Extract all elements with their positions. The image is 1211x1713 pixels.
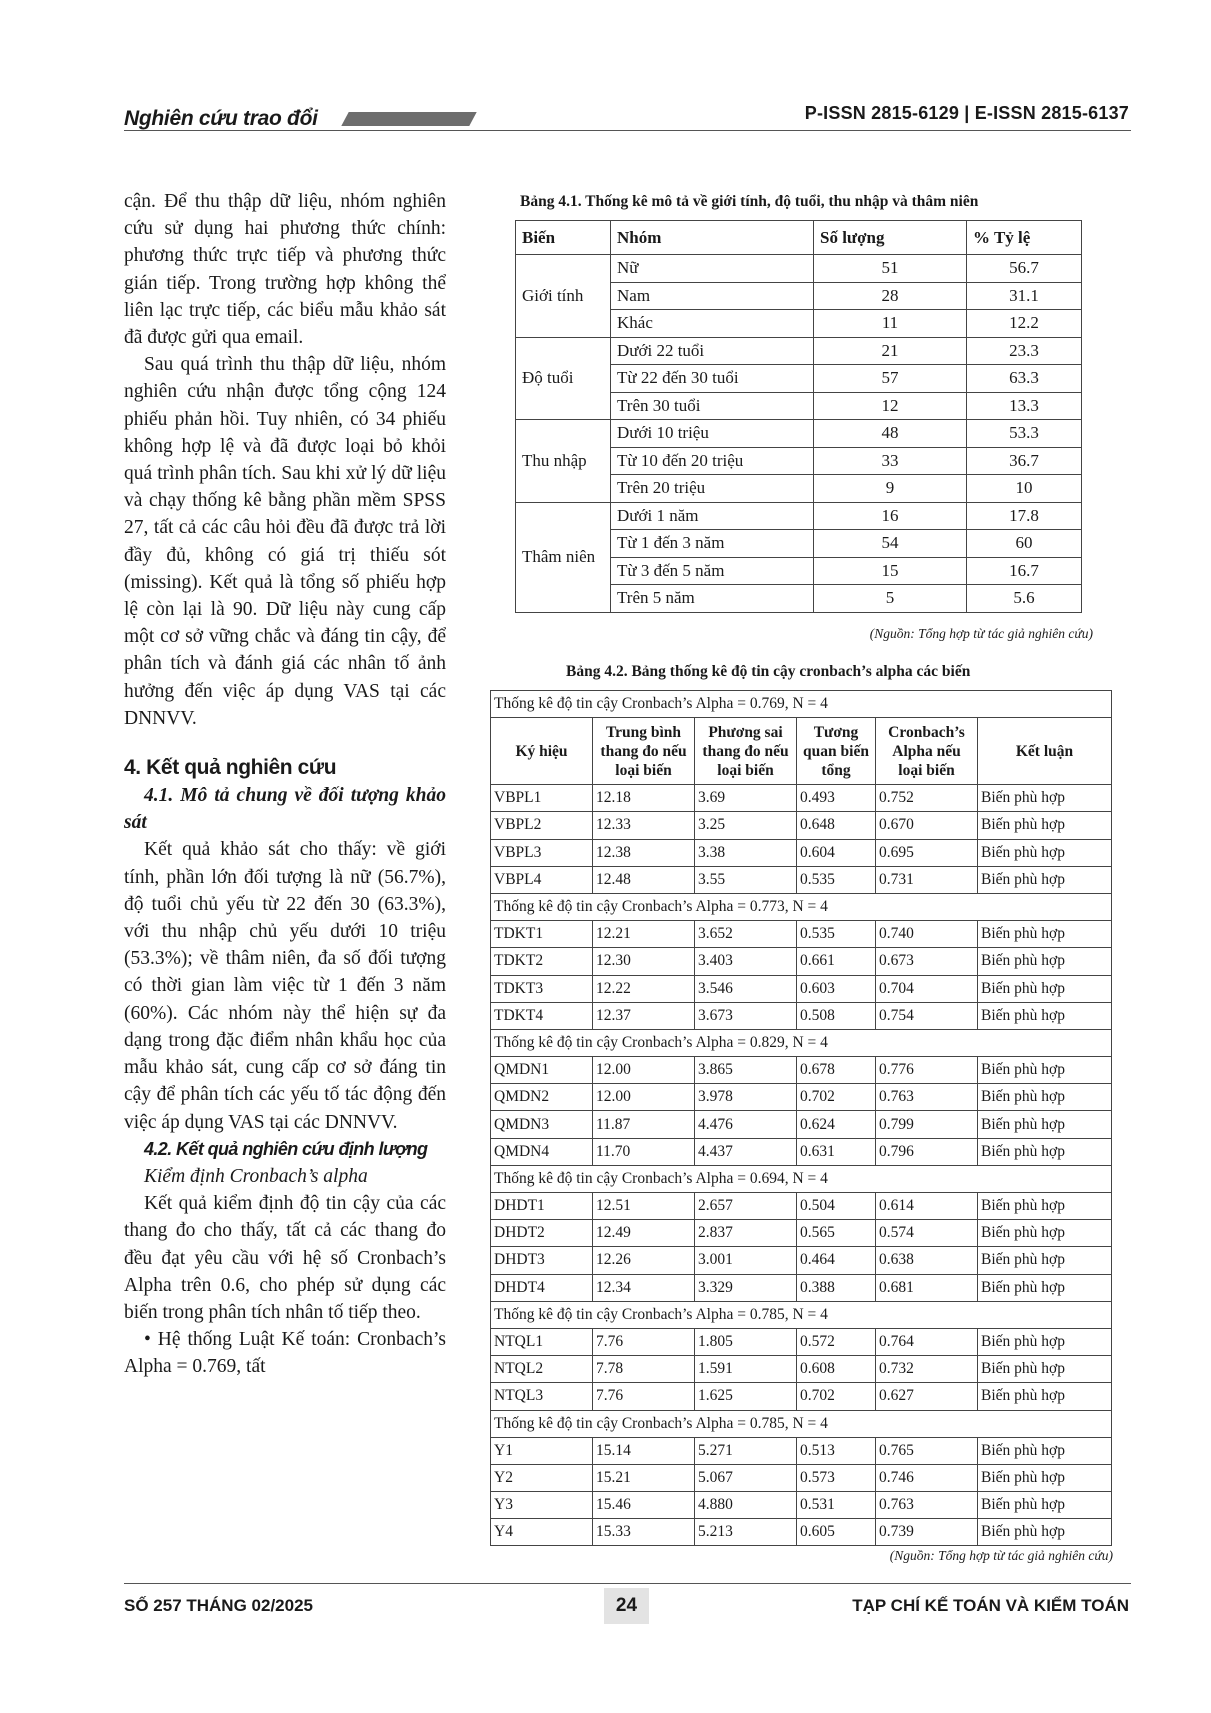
table2-cell: 0.678 <box>797 1057 876 1084</box>
table2-cell: 12.33 <box>593 812 695 839</box>
table2-row <box>491 785 1112 812</box>
table2-cell: 0.763 <box>876 1492 978 1519</box>
table2-cell: TDKT2 <box>491 948 593 975</box>
table1-header: Biến <box>516 221 611 255</box>
table2-cell: 0.504 <box>797 1193 876 1220</box>
table2-cell: 0.573 <box>797 1464 876 1491</box>
table2-block-title: Thống kê độ tin cậy Cronbach’s Alpha = 0.769, N = 4 <box>491 691 1112 718</box>
table1-cell: 48 <box>814 420 967 448</box>
issn: P-ISSN 2815-6129 | E-ISSN 2815-6137 <box>804 103 1129 123</box>
table2-cell: 0.776 <box>876 1057 978 1084</box>
subsection-heading: 4.2. Kết quả nghiên cứu định lượng <box>144 1138 428 1159</box>
table1-cell: 54 <box>814 530 967 558</box>
table2-cell: 3.55 <box>695 866 797 893</box>
table1-cell: 56.7 <box>967 255 1082 283</box>
table2-row <box>491 1464 1112 1491</box>
table2-cell: 0.464 <box>797 1247 876 1274</box>
table2-cell: 12.30 <box>593 948 695 975</box>
table2-cell: 0.661 <box>797 948 876 975</box>
table2-cell: 0.531 <box>797 1492 876 1519</box>
table2-cell: Y2 <box>491 1464 593 1491</box>
table2-cell: 0.746 <box>876 1464 978 1491</box>
table2-cell: Biến phù hợp <box>978 1383 1112 1410</box>
table2-cell: 0.648 <box>797 812 876 839</box>
table2-cell: Biến phù hợp <box>978 1464 1112 1491</box>
table2-cell: 15.33 <box>593 1519 695 1546</box>
table2-row <box>491 1247 1112 1274</box>
paragraph: cận. Để thu thập dữ liệu, nhóm nghiên cứu sử dụng hai phương thức chính: phương thức trực tiếp và phương thức gián tiếp. Trong trường hợp không thể liên lạc trực tiếp, các biểu mẫu khảo sát đã được gửi qua email. <box>124 191 446 349</box>
table1-group-cell: Giới tính <box>516 255 611 338</box>
table2-cell: Biến phù hợp <box>978 1328 1112 1355</box>
table2-cell: TDKT1 <box>491 921 593 948</box>
table2-cell: VBPL3 <box>491 839 593 866</box>
table2-row <box>491 1057 1112 1084</box>
table2-cell: 5.271 <box>695 1437 797 1464</box>
paragraph: Sau quá trình thu thập dữ liệu, nhóm nghiên cứu nhận được tổng cộng 124 phiếu phản hồi. Tuy nhiên, có 34 phiếu không hợp lệ và đã được loại bỏ khỏi quá trình phân tích. Sau khi xử lý dữ liệu và chạy thống kê bằng phần mềm SPSS 27, tất cả các câu hỏi đều đã được trả lời đầy đủ, không có giá trị thiếu sót (missing). Kết quả là tổng số phiếu hợp lệ còn lại là 90. Dữ liệu này cung cấp một cơ sở vững chắc và đáng tin cậy, để phân tích và đánh giá các nhân tố ảnh hưởng đến việc áp dụng VAS tại các DNNVV. <box>124 354 446 729</box>
section-title: Nghiên cứu trao đổi <box>124 107 318 130</box>
table1-cell: 63.3 <box>967 365 1082 393</box>
table1-cell: 15 <box>814 557 967 585</box>
table1-row <box>516 502 1082 530</box>
table2-block-title-row <box>491 691 1112 718</box>
table2-header: Trung bình thang đo nếu loại biến <box>593 718 695 785</box>
table1-cell: 12.2 <box>967 310 1082 338</box>
table2-cell: Biến phù hợp <box>978 1084 1112 1111</box>
table2-cell: 0.572 <box>797 1328 876 1355</box>
table2-cell: 1.805 <box>695 1328 797 1355</box>
table1-cell: 53.3 <box>967 420 1082 448</box>
table2-block-title: Thống kê độ tin cậy Cronbach’s Alpha = 0.773, N = 4 <box>491 893 1112 920</box>
table1-header: Nhóm <box>611 221 814 255</box>
table2-cell: Biến phù hợp <box>978 1002 1112 1029</box>
table2-cell: 0.732 <box>876 1356 978 1383</box>
table2-block-title-row <box>491 1410 1112 1437</box>
table2-cell: 12.38 <box>593 839 695 866</box>
table1-cell: Từ 10 đến 20 triệu <box>611 447 814 475</box>
table2-cell: 0.754 <box>876 1002 978 1029</box>
table2-cell: Biến phù hợp <box>978 1519 1112 1546</box>
table1-row <box>516 255 1082 283</box>
table2-cell: NTQL2 <box>491 1356 593 1383</box>
issue-label: SỐ 257 THÁNG 02/2025 <box>124 1596 313 1615</box>
table2-cell: 12.18 <box>593 785 695 812</box>
table1-cell: Dưới 1 năm <box>611 502 814 530</box>
table2-cell: 3.001 <box>695 1247 797 1274</box>
table2-cell: 0.535 <box>797 866 876 893</box>
table1-cell: 60 <box>967 530 1082 558</box>
table2-cell: TDKT4 <box>491 1002 593 1029</box>
table2-cell: Biến phù hợp <box>978 785 1112 812</box>
table2-cell: 12.34 <box>593 1274 695 1301</box>
table2-cell: 3.69 <box>695 785 797 812</box>
table2-cell: 3.38 <box>695 839 797 866</box>
table1 <box>515 220 1082 613</box>
table2-cell: Y3 <box>491 1492 593 1519</box>
table1-row <box>516 337 1082 365</box>
table2-cell: TDKT3 <box>491 975 593 1002</box>
left-column <box>124 188 446 1381</box>
table1-cell: Trên 30 tuổi <box>611 392 814 420</box>
table2-cell: 4.880 <box>695 1492 797 1519</box>
table2-cell: 12.49 <box>593 1220 695 1247</box>
table2-cell: Biến phù hợp <box>978 1138 1112 1165</box>
table2-cell: 15.46 <box>593 1492 695 1519</box>
table2-cell: 12.26 <box>593 1247 695 1274</box>
table2-row <box>491 1111 1112 1138</box>
table1-cell: 11 <box>814 310 967 338</box>
table2-cell: 12.21 <box>593 921 695 948</box>
table1-cell: Từ 22 đến 30 tuổi <box>611 365 814 393</box>
table2-cell: QMDN2 <box>491 1084 593 1111</box>
table2-cell: 7.76 <box>593 1328 695 1355</box>
table2-row <box>491 812 1112 839</box>
table1-cell: 5.6 <box>967 585 1082 613</box>
table2-cell: 12.00 <box>593 1084 695 1111</box>
table2-cell: DHDT4 <box>491 1274 593 1301</box>
table2-row <box>491 1437 1112 1464</box>
table2-cell: 3.978 <box>695 1084 797 1111</box>
table2-cell: 0.565 <box>797 1220 876 1247</box>
table2-block-title: Thống kê độ tin cậy Cronbach’s Alpha = 0.785, N = 4 <box>491 1410 1112 1437</box>
table1-cell: Khác <box>611 310 814 338</box>
table2-cell: 0.704 <box>876 975 978 1002</box>
table2-cell: 0.574 <box>876 1220 978 1247</box>
table2-cell: Biến phù hợp <box>978 1111 1112 1138</box>
table2-cell: 12.22 <box>593 975 695 1002</box>
table2-row <box>491 1274 1112 1301</box>
table2-cell: 0.796 <box>876 1138 978 1165</box>
table2-cell: 4.476 <box>695 1111 797 1138</box>
table2-cell: 0.614 <box>876 1193 978 1220</box>
table2-header: Phương sai thang đo nếu loại biến <box>695 718 797 785</box>
table2-cell: 0.508 <box>797 1002 876 1029</box>
table2-row <box>491 1220 1112 1247</box>
table2-cell: 12.48 <box>593 866 695 893</box>
table2-cell: 0.670 <box>876 812 978 839</box>
table2-cell: 0.605 <box>797 1519 876 1546</box>
table1-group-cell: Độ tuổi <box>516 337 611 420</box>
table2-cell: 1.591 <box>695 1356 797 1383</box>
table2-cell: Biến phù hợp <box>978 948 1112 975</box>
table2-block-title: Thống kê độ tin cậy Cronbach’s Alpha = 0.694, N = 4 <box>491 1165 1112 1192</box>
table2-header: Ký hiệu <box>491 718 593 785</box>
table1-cell: 51 <box>814 255 967 283</box>
table2-cell: 0.493 <box>797 785 876 812</box>
table1-caption: Bảng 4.1. Thống kê mô tả về giới tính, độ tuổi, thu nhập và thâm niên <box>520 193 979 210</box>
table1-cell: Trên 5 năm <box>611 585 814 613</box>
table1-cell: Từ 3 đến 5 năm <box>611 557 814 585</box>
table1-cell: 16.7 <box>967 557 1082 585</box>
table2-cell: 5.067 <box>695 1464 797 1491</box>
table2-row <box>491 975 1112 1002</box>
table1-cell: 57 <box>814 365 967 393</box>
table2-caption: Bảng 4.2. Bảng thống kê độ tin cậy cronbach’s alpha các biến <box>566 663 971 680</box>
table2-cell: 5.213 <box>695 1519 797 1546</box>
table1-cell: Nam <box>611 282 814 310</box>
table2-cell: 15.21 <box>593 1464 695 1491</box>
table1-cell: 17.8 <box>967 502 1082 530</box>
table2-cell: Biến phù hợp <box>978 839 1112 866</box>
table2-cell: Biến phù hợp <box>978 1247 1112 1274</box>
table2-cell: 7.78 <box>593 1356 695 1383</box>
table2-cell: 0.535 <box>797 921 876 948</box>
table1-cell: Trên 20 triệu <box>611 475 814 503</box>
table2-row <box>491 921 1112 948</box>
subsubsection-heading: Kiểm định Cronbach’s alpha <box>144 1165 368 1187</box>
table2-cell: 12.51 <box>593 1193 695 1220</box>
table2-cell: 0.752 <box>876 785 978 812</box>
table2-cell: 2.657 <box>695 1193 797 1220</box>
table2 <box>490 690 1112 1546</box>
table1-group-cell: Thu nhập <box>516 420 611 503</box>
table2-cell: Biến phù hợp <box>978 812 1112 839</box>
table2-cell: 0.702 <box>797 1084 876 1111</box>
table2-cell: 3.403 <box>695 948 797 975</box>
table2-cell: 3.652 <box>695 921 797 948</box>
table2-cell: 3.546 <box>695 975 797 1002</box>
table2-cell: 0.627 <box>876 1383 978 1410</box>
table2-cell: 1.625 <box>695 1383 797 1410</box>
table2-cell: 0.673 <box>876 948 978 975</box>
table2-cell: DHDT1 <box>491 1193 593 1220</box>
table2-row <box>491 1002 1112 1029</box>
table2-cell: 0.764 <box>876 1328 978 1355</box>
table2-cell: Biến phù hợp <box>978 866 1112 893</box>
table2-cell: 0.739 <box>876 1519 978 1546</box>
table2-cell: 0.765 <box>876 1437 978 1464</box>
table2-cell: 0.702 <box>797 1383 876 1410</box>
table1-cell: 23.3 <box>967 337 1082 365</box>
table2-cell: 0.388 <box>797 1274 876 1301</box>
table2-cell: 7.76 <box>593 1383 695 1410</box>
table2-cell: 0.799 <box>876 1111 978 1138</box>
table1-cell: 28 <box>814 282 967 310</box>
table2-cell: DHDT2 <box>491 1220 593 1247</box>
table2-block-title: Thống kê độ tin cậy Cronbach’s Alpha = 0.829, N = 4 <box>491 1029 1112 1056</box>
table2-cell: 0.608 <box>797 1356 876 1383</box>
table2-cell: 0.624 <box>797 1111 876 1138</box>
table2-source: (Nguồn: Tổng hợp từ tác giả nghiên cứu) <box>889 1548 1113 1563</box>
table2-cell: 0.638 <box>876 1247 978 1274</box>
table2-cell: 11.87 <box>593 1111 695 1138</box>
table1-cell: Nữ <box>611 255 814 283</box>
table2-row <box>491 1084 1112 1111</box>
table2-cell: DHDT3 <box>491 1247 593 1274</box>
table2-row <box>491 1138 1112 1165</box>
table2-cell: 0.740 <box>876 921 978 948</box>
table1-cell: 33 <box>814 447 967 475</box>
table2-row <box>491 1328 1112 1355</box>
journal-name: TẠP CHÍ KẾ TOÁN VÀ KIỂM TOÁN <box>852 1596 1129 1615</box>
table2-cell: Biến phù hợp <box>978 1220 1112 1247</box>
table2-header: Kết luận <box>978 718 1112 785</box>
table2-cell: 4.437 <box>695 1138 797 1165</box>
table2-cell: NTQL3 <box>491 1383 593 1410</box>
table2-cell: 0.763 <box>876 1084 978 1111</box>
paragraph: Kết quả khảo sát cho thấy: về giới tính, phần lớn đối tượng là nữ (56.7%), độ tuổi chủ yếu từ 22 đến 30 (63.3%), với thu nhập chủ yếu dưới 10 triệu (53.3%); về thâm niên, đa số đối tượng có thời gian làm việc từ 1 đến 3 năm (60%). Các nhóm này thể hiện sự đa dạng trong đặc điểm nhân khẩu học của mẫu khảo sát, cung cấp cơ sở đáng tin cậy để phân tích các yếu tố tác động đến việc áp dụng VAS tại các DNNVV. <box>124 839 446 1133</box>
table1-cell: Dưới 22 tuổi <box>611 337 814 365</box>
bullet-paragraph: • Hệ thống Luật Kế toán: Cronbach’s Alpha = 0.769, tất <box>124 1329 446 1378</box>
table2-cell: Biến phù hợp <box>978 1057 1112 1084</box>
table2-cell: NTQL1 <box>491 1328 593 1355</box>
table2-cell: 3.673 <box>695 1002 797 1029</box>
table1-header: % Tỷ lệ <box>967 221 1082 255</box>
table2-cell: VBPL2 <box>491 812 593 839</box>
table2-cell: Biến phù hợp <box>978 1274 1112 1301</box>
table2-row <box>491 1492 1112 1519</box>
table2-cell: 3.25 <box>695 812 797 839</box>
table2-cell: 3.329 <box>695 1274 797 1301</box>
table2-row <box>491 1519 1112 1546</box>
table2-cell: VBPL4 <box>491 866 593 893</box>
table2-row <box>491 866 1112 893</box>
table1-cell: 31.1 <box>967 282 1082 310</box>
header-rule <box>124 130 1131 131</box>
section-heading: 4. Kết quả nghiên cứu <box>124 756 337 780</box>
table2-block-title-row <box>491 1029 1112 1056</box>
table1-row <box>516 420 1082 448</box>
table2-row <box>491 1193 1112 1220</box>
footer-rule <box>124 1583 1131 1584</box>
table2-block-title-row <box>491 893 1112 920</box>
table2-cell: Y1 <box>491 1437 593 1464</box>
table2-block-title-row <box>491 1301 1112 1328</box>
table2-cell: Biến phù hợp <box>978 921 1112 948</box>
table2-cell: QMDN4 <box>491 1138 593 1165</box>
table2-header: Tương quan biến tổng <box>797 718 876 785</box>
table2-cell: Biến phù hợp <box>978 1437 1112 1464</box>
table2-cell: Biến phù hợp <box>978 1356 1112 1383</box>
table1-cell: 12 <box>814 392 967 420</box>
table1-header: Số lượng <box>814 221 967 255</box>
table1-group-cell: Thâm niên <box>516 502 611 612</box>
table2-row <box>491 1356 1112 1383</box>
table2-cell: 0.631 <box>797 1138 876 1165</box>
page-number: 24 <box>604 1588 649 1624</box>
table2-cell: 0.513 <box>797 1437 876 1464</box>
table2-cell: VBPL1 <box>491 785 593 812</box>
table2-cell: 2.837 <box>695 1220 797 1247</box>
table2-cell: 0.695 <box>876 839 978 866</box>
table2-cell: Biến phù hợp <box>978 975 1112 1002</box>
table2-cell: 12.00 <box>593 1057 695 1084</box>
table1-cell: 16 <box>814 502 967 530</box>
table2-block-title: Thống kê độ tin cậy Cronbach’s Alpha = 0.785, N = 4 <box>491 1301 1112 1328</box>
table2-cell: Y4 <box>491 1519 593 1546</box>
table2-row <box>491 948 1112 975</box>
table1-cell: 36.7 <box>967 447 1082 475</box>
table2-row <box>491 1383 1112 1410</box>
table2-row <box>491 839 1112 866</box>
header-decor-bar <box>341 112 476 126</box>
table1-cell: 9 <box>814 475 967 503</box>
table2-cell: QMDN3 <box>491 1111 593 1138</box>
table1-source: (Nguồn: Tổng hợp từ tác giả nghiên cứu) <box>869 626 1093 641</box>
table1-cell: Dưới 10 triệu <box>611 420 814 448</box>
subsection-heading: 4.1. Mô tả chung về đối tượng khảo sát <box>124 785 446 834</box>
table2-cell: 0.604 <box>797 839 876 866</box>
table2-header-row <box>491 718 1112 785</box>
table2-cell: 0.731 <box>876 866 978 893</box>
table2-cell: 0.681 <box>876 1274 978 1301</box>
table1-cell: 5 <box>814 585 967 613</box>
table2-header: Cronbach’s Alpha nếu loại biến <box>876 718 978 785</box>
table2-cell: 15.14 <box>593 1437 695 1464</box>
paragraph: Kết quả kiểm định độ tin cậy của các thang đo cho thấy, tất cả các thang đo đều đạt yêu cầu với hệ số Cronbach’s Alpha trên 0.6, cho phép sử dụng các biến trong phân tích nhân tố tiếp theo. <box>124 1193 446 1323</box>
table2-block-title-row <box>491 1165 1112 1192</box>
table2-cell: 12.37 <box>593 1002 695 1029</box>
table2-cell: QMDN1 <box>491 1057 593 1084</box>
table1-cell: 13.3 <box>967 392 1082 420</box>
table2-cell: Biến phù hợp <box>978 1193 1112 1220</box>
table1-cell: 21 <box>814 337 967 365</box>
table1-cell: Từ 1 đến 3 năm <box>611 530 814 558</box>
table2-cell: 3.865 <box>695 1057 797 1084</box>
table2-cell: 0.603 <box>797 975 876 1002</box>
table2-cell: 11.70 <box>593 1138 695 1165</box>
table2-cell: Biến phù hợp <box>978 1492 1112 1519</box>
table1-cell: 10 <box>967 475 1082 503</box>
